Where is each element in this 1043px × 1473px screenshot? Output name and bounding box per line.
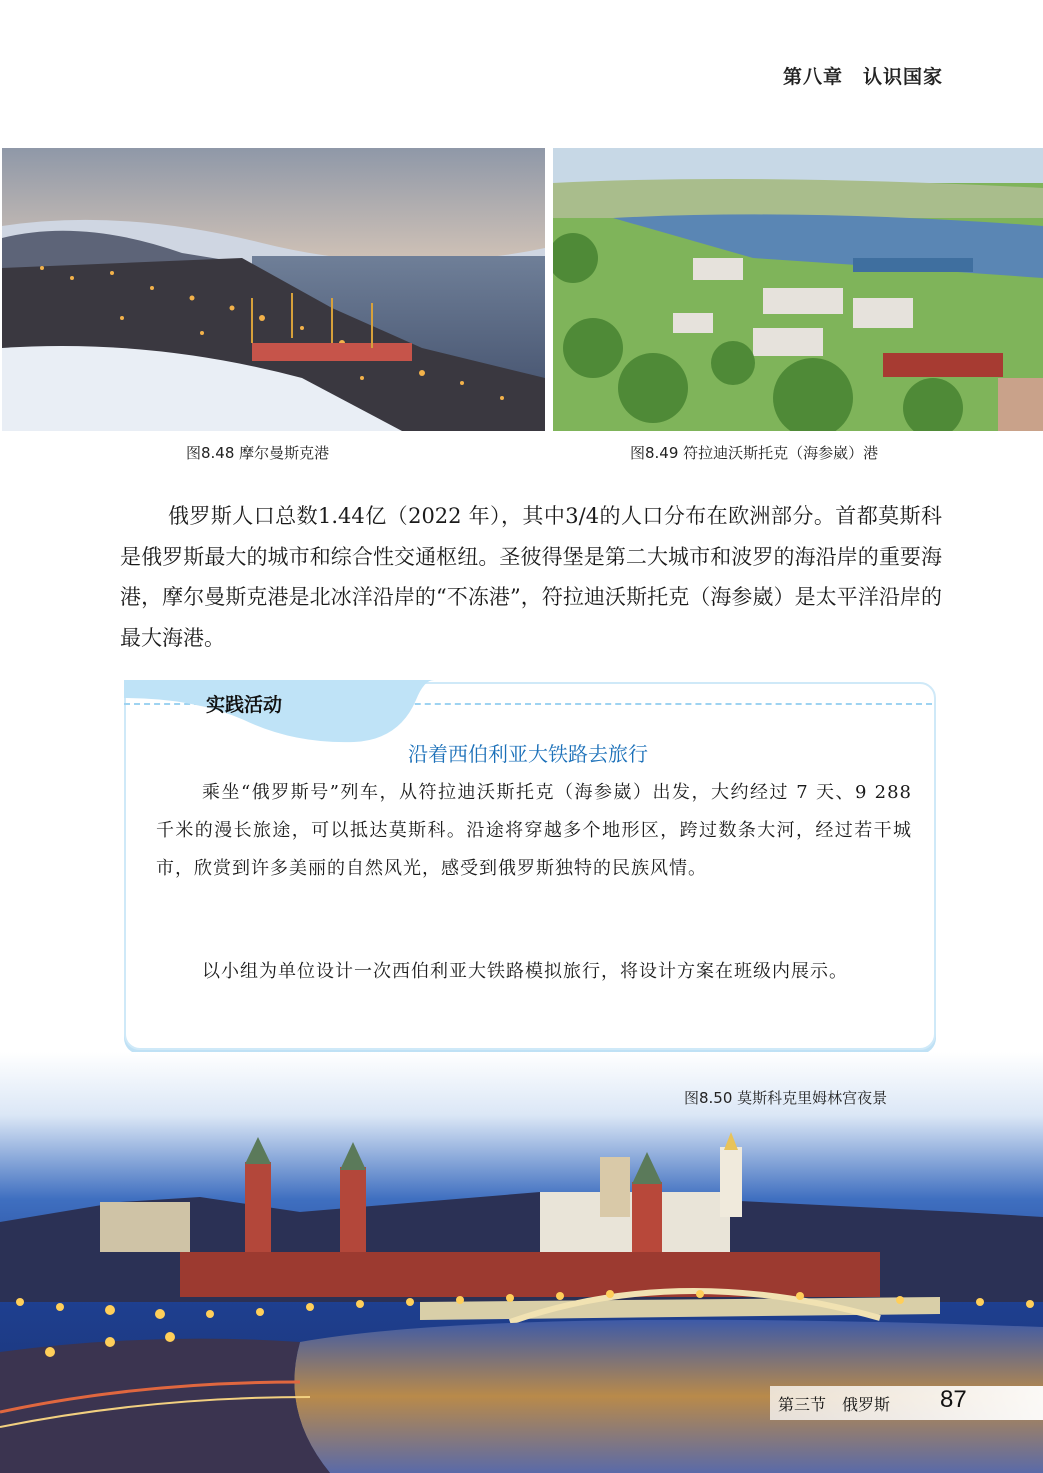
figure-caption-kremlin: 图8.50 莫斯科克里姆林宫夜景: [684, 1089, 888, 1107]
chapter-header: 第八章 认识国家: [782, 66, 943, 88]
murmansk-port-photo: [2, 148, 545, 431]
figure-caption-murmansk: 图8.48 摩尔曼斯克港: [186, 444, 330, 462]
activity-tab-shape: [124, 680, 444, 744]
activity-paragraph-1: 乘坐“俄罗斯号”列车，从符拉迪沃斯托克（海参崴）出发，大约经过 7 天、9 288 千米的漫长旅途，可以抵达莫斯科。沿途将穿越多个地形区，跨过数条大河，经过若干城市，欣赏到许多美丽的自然风光，感受到俄罗斯独特的民族风情。: [156, 782, 912, 879]
activity-paragraph-2: 以小组为单位设计一次西伯利亚大铁路模拟旅行，将设计方案在班级内展示。: [202, 961, 848, 982]
figure-caption-vladivostok: 图8.49 符拉迪沃斯托克（海参崴）港: [630, 444, 879, 462]
footer-section-title: 第三节 俄罗斯: [778, 1395, 891, 1414]
vladivostok-port-photo: [553, 148, 1043, 431]
activity-tab-label: 实践活动: [206, 694, 283, 716]
activity-title: 沿着西伯利亚大铁路去旅行: [408, 742, 648, 766]
body-paragraph: 俄罗斯人口总数1.44亿（2022 年），其中3/4的人口分布在欧洲部分。首都莫斯科是俄罗斯最大的城市和综合性交通枢纽。圣彼得堡是第二大城市和波罗的海沿岸的重要海港，摩尔曼斯克港是北冰洋沿岸的“不冻港”，符拉迪沃斯托克（海参崴）是太平洋沿岸的最大海港。: [120, 504, 942, 650]
page-number: 87: [940, 1386, 967, 1413]
